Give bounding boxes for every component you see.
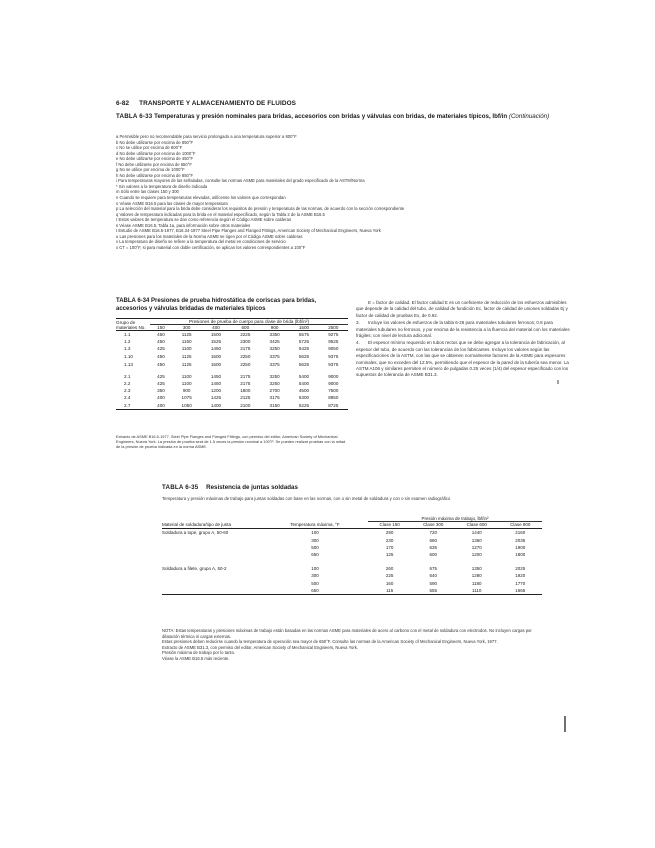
table34-cell: 2100 xyxy=(231,402,260,410)
table33-note: m Sólo entre las clases 150 y 300 xyxy=(116,189,179,195)
table34-col-header: 400 xyxy=(201,325,230,331)
table35-footnote: Extracto de ASME B31.3, con permiso del editor, American Society of Mechanical Engineers, Nueva York. xyxy=(162,644,358,650)
table34-cell: 5725 xyxy=(298,339,310,345)
table35-intro: Temperatura y presión máximas de trabajo para juntas soldadas con base en las normas, con o sin metal de soldadura y con o sin examen radiográfico xyxy=(162,496,451,501)
table34-cell: 3250 xyxy=(269,373,280,379)
table35-footnote: Presión máxima de trabajo por lo tanto. xyxy=(162,650,236,656)
table34-col-header: 1500 xyxy=(289,325,318,331)
table34-group-cell: 1.2 xyxy=(124,339,131,345)
table35-cell: 2025 xyxy=(515,565,526,571)
table34-cell: 9275 xyxy=(328,332,339,338)
table34-cell: 2175 xyxy=(240,373,251,379)
table35-cell: 675 xyxy=(429,565,437,571)
table34-cell: 3375 xyxy=(269,361,280,367)
table34-cell: 4500 xyxy=(298,388,310,394)
table35-cell: 1360 xyxy=(471,537,482,543)
table34-cell: 450 xyxy=(157,353,165,359)
table33-note: a Permisible pero no recomendable para servicio prolongado a una temperatura superior a 800°F xyxy=(116,134,297,139)
table35-cell: 2160 xyxy=(515,530,526,536)
table34-cell: 1450 xyxy=(210,373,222,379)
table35-cell: 500 xyxy=(311,580,319,586)
table34-cell: 2250 xyxy=(240,353,251,359)
table33-note: v La temperatura de diseño se refiere a la temperatura del metal en condiciones de servicio xyxy=(116,239,286,245)
table34-cell: 3150 xyxy=(260,402,289,410)
table35-cell: 1665 xyxy=(498,587,542,595)
table34-cell: 3250 xyxy=(269,346,280,352)
table35-cell: 300 xyxy=(311,573,319,579)
table34-group-cell: 2.3 xyxy=(124,388,131,394)
table35-cell: 555 xyxy=(411,587,455,595)
table35-cell: 1800 xyxy=(515,552,526,558)
table35-cell: 1350 xyxy=(471,565,482,571)
table34-col-header: 150 xyxy=(150,325,172,331)
table33-note: u Las presiones para los materiales de la Norma ASME se rigen por el Código ASME sobre calderas xyxy=(116,233,303,239)
table35-cell: 1270 xyxy=(471,544,482,550)
table34-cell: 3375 xyxy=(269,353,280,359)
table33-note: p La selección del material para la brida debe considerar los requisitos de presión y temperatura de las normas, de acuerdo con la sección correspondiente xyxy=(116,206,405,212)
table35-cell: 300 xyxy=(311,537,319,543)
table34-cell: 1450 xyxy=(210,346,222,352)
table35-col-header: Clase 300 xyxy=(411,522,455,529)
table34-cell: 5425 xyxy=(298,346,310,352)
table34-cell: 5400 xyxy=(298,373,310,379)
table34-title-text: Presiones de prueba hidrostática de coriscas para bridas, accesorios y válvulas bridadas de materiales típicos xyxy=(116,298,317,312)
table34-cell: 1125 xyxy=(181,332,192,338)
table34-cell: 8725 xyxy=(319,402,348,410)
table33-note: d No debe utilizarse por encima de 1000°F xyxy=(116,150,196,156)
table34-group-cell: 2.2 xyxy=(124,381,131,387)
table35-cell: 635 xyxy=(429,544,437,550)
table35-col-header: Clase 900 xyxy=(498,522,542,529)
table33-note: x CT = 100°F, si para material con doble certificación, se aplican los valores correspondientes a 100°F xyxy=(116,244,306,250)
table34-cell: 1425 xyxy=(210,395,222,401)
table34-cell: 450 xyxy=(157,339,165,345)
table34-cell: 2175 xyxy=(240,346,251,352)
table34-cell: 1100 xyxy=(181,373,192,379)
table34-cell: 1050 xyxy=(172,402,201,410)
right-note-label: 4. xyxy=(356,340,360,346)
table34-cell: 9525 xyxy=(328,339,339,345)
table34-cell: 450 xyxy=(157,361,165,367)
table33-suffix: (Continuación) xyxy=(508,113,550,120)
table34-cell: 7500 xyxy=(328,388,339,394)
table34-cell: 2250 xyxy=(240,361,251,367)
table34-cell: 1525 xyxy=(210,339,222,345)
table34-cell: 5400 xyxy=(298,381,310,387)
table34-group-cell: 1.1 xyxy=(124,332,131,338)
right-note-text: El espesor mínimo requerido en tubos rectos que se debe agregar a la tolerancia de fabricación, al espesor del tubo, de acuerdo con las tolerancias de los fabricantes. Incluye los valores según las especificaciones de la ASTM, con las que se obtienen normalmente factores de la ASME para espesores nominales, que no exceden del 12.5%, permitiendo que el espesor de la pared de la tubería sea menor. La ASTM A106 y similares permiten el número de pulgadas 0.25 veces (1/4) del espesor especificado con los supuestos de tolerancia de ASME B31.3. xyxy=(356,340,569,378)
table34-cell: 1100 xyxy=(181,346,192,352)
table33-note: c No se utilice por encima de 800°F xyxy=(116,145,183,151)
table35-cell: 650 xyxy=(311,552,319,558)
right-note-text: E = factor de calidad. El factor calidad E es un coeficiente de reducción de los esfuerzos admisibles que depende de la calidad del tubo, de calidad de fundición Ec, factor de calidad de uniones soldadas Ej y factor de calidad de pruebas Ex, de 0.92. xyxy=(356,300,568,318)
table34-cell: 8850 xyxy=(328,395,339,401)
table34-label: TABLA 6-34 xyxy=(116,298,150,304)
table33-note: r Estos valores de temperatura se dan como referencia según el Código ASME sobre calderas xyxy=(116,217,292,223)
table33-note: t Estudio de ASME B16.5-1977, B16.34-1977 Steel Pipe Flanges and Flanged Fittings, American Society of Mechanical Engineers, Nueva York xyxy=(116,228,381,234)
table35-cell: 640 xyxy=(429,573,437,579)
table34-footnote: Extracto de ASME B16.5-1977, Steel Pipe Flanges and Flanged Fittings, con permiso del editor, American Society of Mechanical Engineers, Nueva York. La presión de prueba será de 1.5 veces la presión nominal a 100°F. Se pueden realizar pruebas con la mitad de la presión de prueba indicada en la norma ASME. xyxy=(116,434,346,450)
table34-cell: 9050 xyxy=(328,346,339,352)
table33-note: n Cuando se requiere para temperaturas elevadas, utilícense los valores que correspondan xyxy=(116,195,286,201)
table34-cell: 2125 xyxy=(240,395,251,401)
table35-cell: 680 xyxy=(429,537,437,543)
table34-cell: 425 xyxy=(157,381,165,387)
table34-group-cell: 1.3 xyxy=(124,346,131,352)
table34-cell: 9000 xyxy=(328,381,339,387)
table34-cell: 2225 xyxy=(240,332,251,338)
table33-note: i Para temperaturas mayores de las señaladas, consulte las normas ASME para materiales del grado especificado de la ASTM/Norma xyxy=(116,178,365,184)
table34-cell: 350 xyxy=(157,388,165,394)
table35-cell: 225 xyxy=(385,573,394,579)
table35-col-header: Material de soldadura/tipo de junta xyxy=(162,522,262,529)
table34-cell: 1075 xyxy=(181,395,192,401)
table34-group-cell: 2.4 xyxy=(124,395,131,401)
table35-cell: 290 xyxy=(385,530,394,536)
table33-note: q Valores de temperatura indicadas para la brida en el material especificado, según la Tabla 2 de la ASME B16.5 xyxy=(116,211,325,217)
table35-cell: 500 xyxy=(311,544,319,550)
table35-footnote: NOTA: Estas temperaturas y presiones máximas de trabajo están basadas en las normas ASME para materiales de acero al carbono con el metal de soldadura con electrodos. No incluyen cargas por dilatación térmica ni cargas externas. xyxy=(162,628,532,639)
table34-cell: 3250 xyxy=(269,381,280,387)
table35-cell: 1900 xyxy=(515,544,526,550)
table34-cell: 400 xyxy=(150,402,172,410)
table34-cell: 425 xyxy=(157,373,165,379)
table33-note: h No debe utilizarse por encima de 850°F xyxy=(116,172,194,178)
table35-col-header: Clase 600 xyxy=(455,522,499,529)
table34-col-group: Presiones de prueba de cuerpo para clase de brida (lbf/in²) xyxy=(150,319,348,325)
table34-cell: 2175 xyxy=(240,381,251,387)
table34-cell: 3425 xyxy=(269,339,280,345)
table35-col-header: Clase 150 xyxy=(368,522,412,529)
table34-cell: 1500 xyxy=(210,332,222,338)
table34-cell: 1125 xyxy=(181,353,192,359)
table34-group-cell: 2.7 xyxy=(116,402,150,410)
table34-row-header: Grupo de materiales No. xyxy=(116,319,150,331)
table35-material-cell: Soldadura a filete, grupo A, 50-2 xyxy=(162,565,227,571)
table35-title-text: Resistencia de juntas soldadas xyxy=(206,484,298,491)
table34-cell: 5300 xyxy=(298,395,310,401)
table33-note: * Sin valores a la temperatura de diseño indicada xyxy=(116,183,208,189)
table35-cell: 160 xyxy=(385,580,394,586)
table33-note: o Véase ASME B16.5 para las clases de mayor temperatura xyxy=(116,200,228,206)
table34-cell: 425 xyxy=(157,346,165,352)
table35-cell: 1180 xyxy=(471,580,482,586)
table35-group-header: Presión máxima de trabajo, lbf/in² xyxy=(368,516,542,522)
table34-cell: 5625 xyxy=(298,361,310,367)
table34-group-cell: 1.10 xyxy=(124,353,133,359)
table35-cell: 720 xyxy=(429,530,437,536)
table34-cell: 1150 xyxy=(181,339,192,345)
table35-cell: 125 xyxy=(385,552,394,558)
table34-cell: 400 xyxy=(157,395,165,401)
table34-cell: 5575 xyxy=(298,332,310,338)
table34-cell: 450 xyxy=(157,332,165,338)
table34-cell: 2700 xyxy=(269,388,280,394)
page-number: 6-82 xyxy=(116,100,130,107)
table35-cell: 1110 xyxy=(455,587,499,595)
table35-footnote: Véase la ASME B16.5 más reciente. xyxy=(162,655,230,661)
table33-note: f No debe utilizarse por encima de 650°F xyxy=(116,161,192,167)
table34-cell: 1500 xyxy=(210,353,222,359)
table33-note: e No debe utilizarse por encima de 450°F xyxy=(116,156,194,162)
table35-footnote: Estas presiones deben reducirse cuando la temperatura de operación sea mayor de 650°F. Consulte las normas de la American Society of Mechanical Engineers, Nueva York, 1977. xyxy=(162,639,498,645)
table35-cell: 1440 xyxy=(471,530,482,536)
table35-cell: 170 xyxy=(385,544,394,550)
table35-cell: 590 xyxy=(429,580,437,586)
table35-cell: 2035 xyxy=(515,537,526,543)
table34-cell: 5225 xyxy=(289,402,318,410)
table34-col-header: 600 xyxy=(231,325,260,331)
table35-cell: 100 xyxy=(311,530,319,536)
table34-cell: 9375 xyxy=(328,353,339,359)
table35-cell: 1280 xyxy=(471,573,482,579)
table35-label: TABLA 6-35 xyxy=(162,484,199,491)
table33-title-text: Temperaturas y presión nominales para bridas, accesorios con bridas y válvulas con bridas, de materiales típicos, lbf/in xyxy=(154,113,508,120)
table33-note: b No debe utilizarse por encima de 850°F xyxy=(116,139,194,145)
right-note-text: Incluye los valores de esfuerzos de la tabla 6-28 para materiales tubulares ferrosos; 0.8 para materiales tubulares no ferrosos, y por encima de la resistencia a la fluencia del material con los materiales frágiles; con nivel de lectura adicional. xyxy=(356,320,570,339)
table33-note: s Véase ASME B16.5, Tabla 1a, para información sobre otros materiales xyxy=(116,222,251,228)
table35-cell: 1920 xyxy=(515,573,526,579)
table34-col-header: 900 xyxy=(260,325,289,331)
table34-cell: 2300 xyxy=(240,339,251,345)
table35-cell: 600 xyxy=(429,552,437,558)
table34-cell: 3175 xyxy=(269,395,280,401)
table34-cell: 1400 xyxy=(201,402,230,410)
table34-group-cell: 1.13 xyxy=(124,361,133,367)
table35-cell: 260 xyxy=(385,565,394,571)
table35-cell: 230 xyxy=(385,537,394,543)
table34-cell: 1500 xyxy=(210,361,222,367)
table34-col-header: 2500 xyxy=(319,325,348,331)
table34-cell: 9000 xyxy=(328,373,339,379)
running-head-title: TRANSPORTE Y ALMACENAMIENTO DE FLUIDOS xyxy=(139,100,297,107)
table35-cell: 100 xyxy=(311,565,319,571)
table34-col-header: 300 xyxy=(172,325,201,331)
table34-cell: 1125 xyxy=(181,361,192,367)
table34-cell: 1450 xyxy=(210,381,222,387)
table35-col-header: Temperatura máxima, °F xyxy=(262,522,368,529)
table34-cell: 1200 xyxy=(210,388,222,394)
table34-cell: 3350 xyxy=(269,332,280,338)
table34-group-cell: 2.1 xyxy=(124,373,131,379)
table34-cell: 900 xyxy=(182,388,191,394)
table33-label: TABLA 6-33 xyxy=(116,113,153,120)
right-note-label: 3. xyxy=(356,320,360,326)
table35-cell: 650 xyxy=(262,587,368,595)
table34-cell: 1800 xyxy=(240,388,251,394)
table33-note: g No se utilice por encima de 1000°F xyxy=(116,167,185,173)
table34-cell: 9375 xyxy=(328,361,339,367)
table34-cell: 5625 xyxy=(298,353,310,359)
table34-cell: 1100 xyxy=(181,381,192,387)
table35-cell: 115 xyxy=(368,587,412,595)
table35-cell: 1200 xyxy=(471,552,482,558)
table35-cell: 1770 xyxy=(515,580,526,586)
table35-material-cell: Soldadura a tope, grupo A, 50-60 xyxy=(162,530,229,536)
